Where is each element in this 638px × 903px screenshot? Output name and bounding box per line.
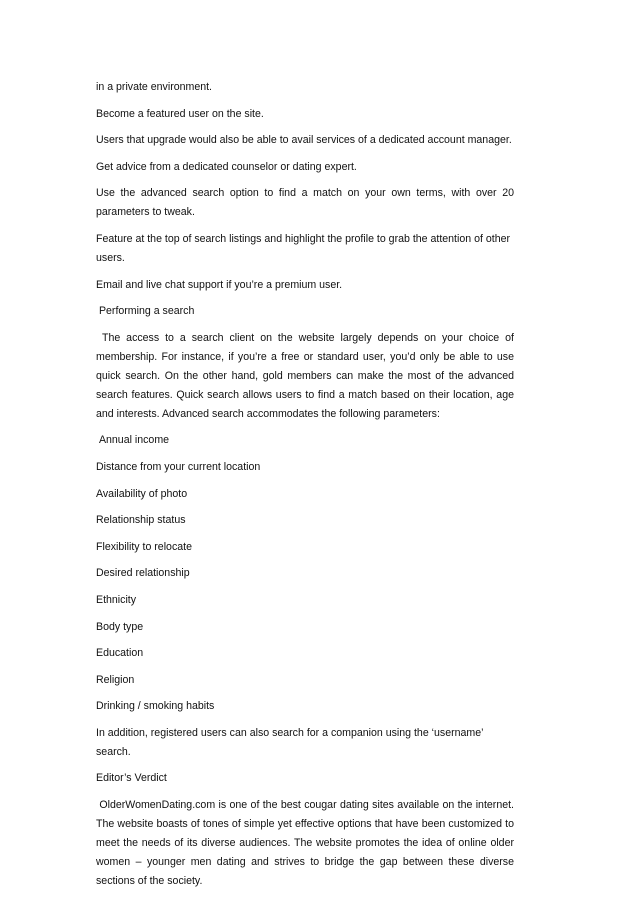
document-page	[96, 78, 517, 899]
paragraph-private-environment: in a private environment.	[96, 81, 213, 93]
heading-performing-search: Performing a search	[96, 305, 195, 318]
paragraph-account-manager: Users that upgrade would also be able to avail services of a dedicated account manager.	[96, 134, 512, 147]
heading-editors-verdict: Editor’s Verdict	[96, 772, 167, 785]
paragraph-email-chat-support: Email and live chat support if you’re a premium user.	[96, 278, 343, 291]
list-item-annual-income: Annual income	[96, 434, 170, 447]
list-item-photo: Availability of photo	[96, 487, 188, 500]
list-item-relationship-status: Relationship status	[96, 514, 186, 527]
paragraph-feature-top-listings: Feature at the top of search listings and highlight the profile to grab the attention of other users.	[96, 232, 513, 264]
list-item-distance: Distance from your current location	[96, 460, 261, 473]
paragraph-featured-user: Become a featured user on the site.	[96, 107, 264, 120]
list-item-religion: Religion	[96, 673, 135, 686]
list-item-habits: Drinking / smoking habits	[96, 700, 215, 713]
paragraph-advanced-search-option: Use the advanced search option to find a match on your own terms, with over 20 parameters to tweak.	[96, 187, 517, 219]
list-item-desired-relationship: Desired relationship	[96, 567, 190, 580]
list-item-education: Education	[96, 647, 144, 660]
list-item-relocate: Flexibility to relocate	[96, 540, 192, 553]
list-item-body-type: Body type	[96, 620, 144, 633]
paragraph-search-access: The access to a search client on the website largely depends on your choice of membership. For instance, if you’re a free or standard user, you’d only be able to use quick search. On the other hand, gold members can make the most of the advanced search features. Quick search allows users to find a match based on their location, age and interests. Advanced search accommodates the following parameters:	[96, 331, 517, 420]
list-item-ethnicity: Ethnicity	[96, 593, 137, 606]
paragraph-username-search: In addition, registered users can also search for a companion using the ‘username’ search.	[96, 726, 487, 758]
paragraph-dating-expert: Get advice from a dedicated counselor or dating expert.	[96, 160, 357, 173]
paragraph-verdict: OlderWomenDating.com is one of the best cougar dating sites available on the internet. The website boasts of tones of simple yet effective options that have been customized to meet the needs of its diverse audiences. The website promotes the idea of online older women – younger men dating and strives to bridge the gap between these diverse sections of the society.	[96, 799, 517, 888]
